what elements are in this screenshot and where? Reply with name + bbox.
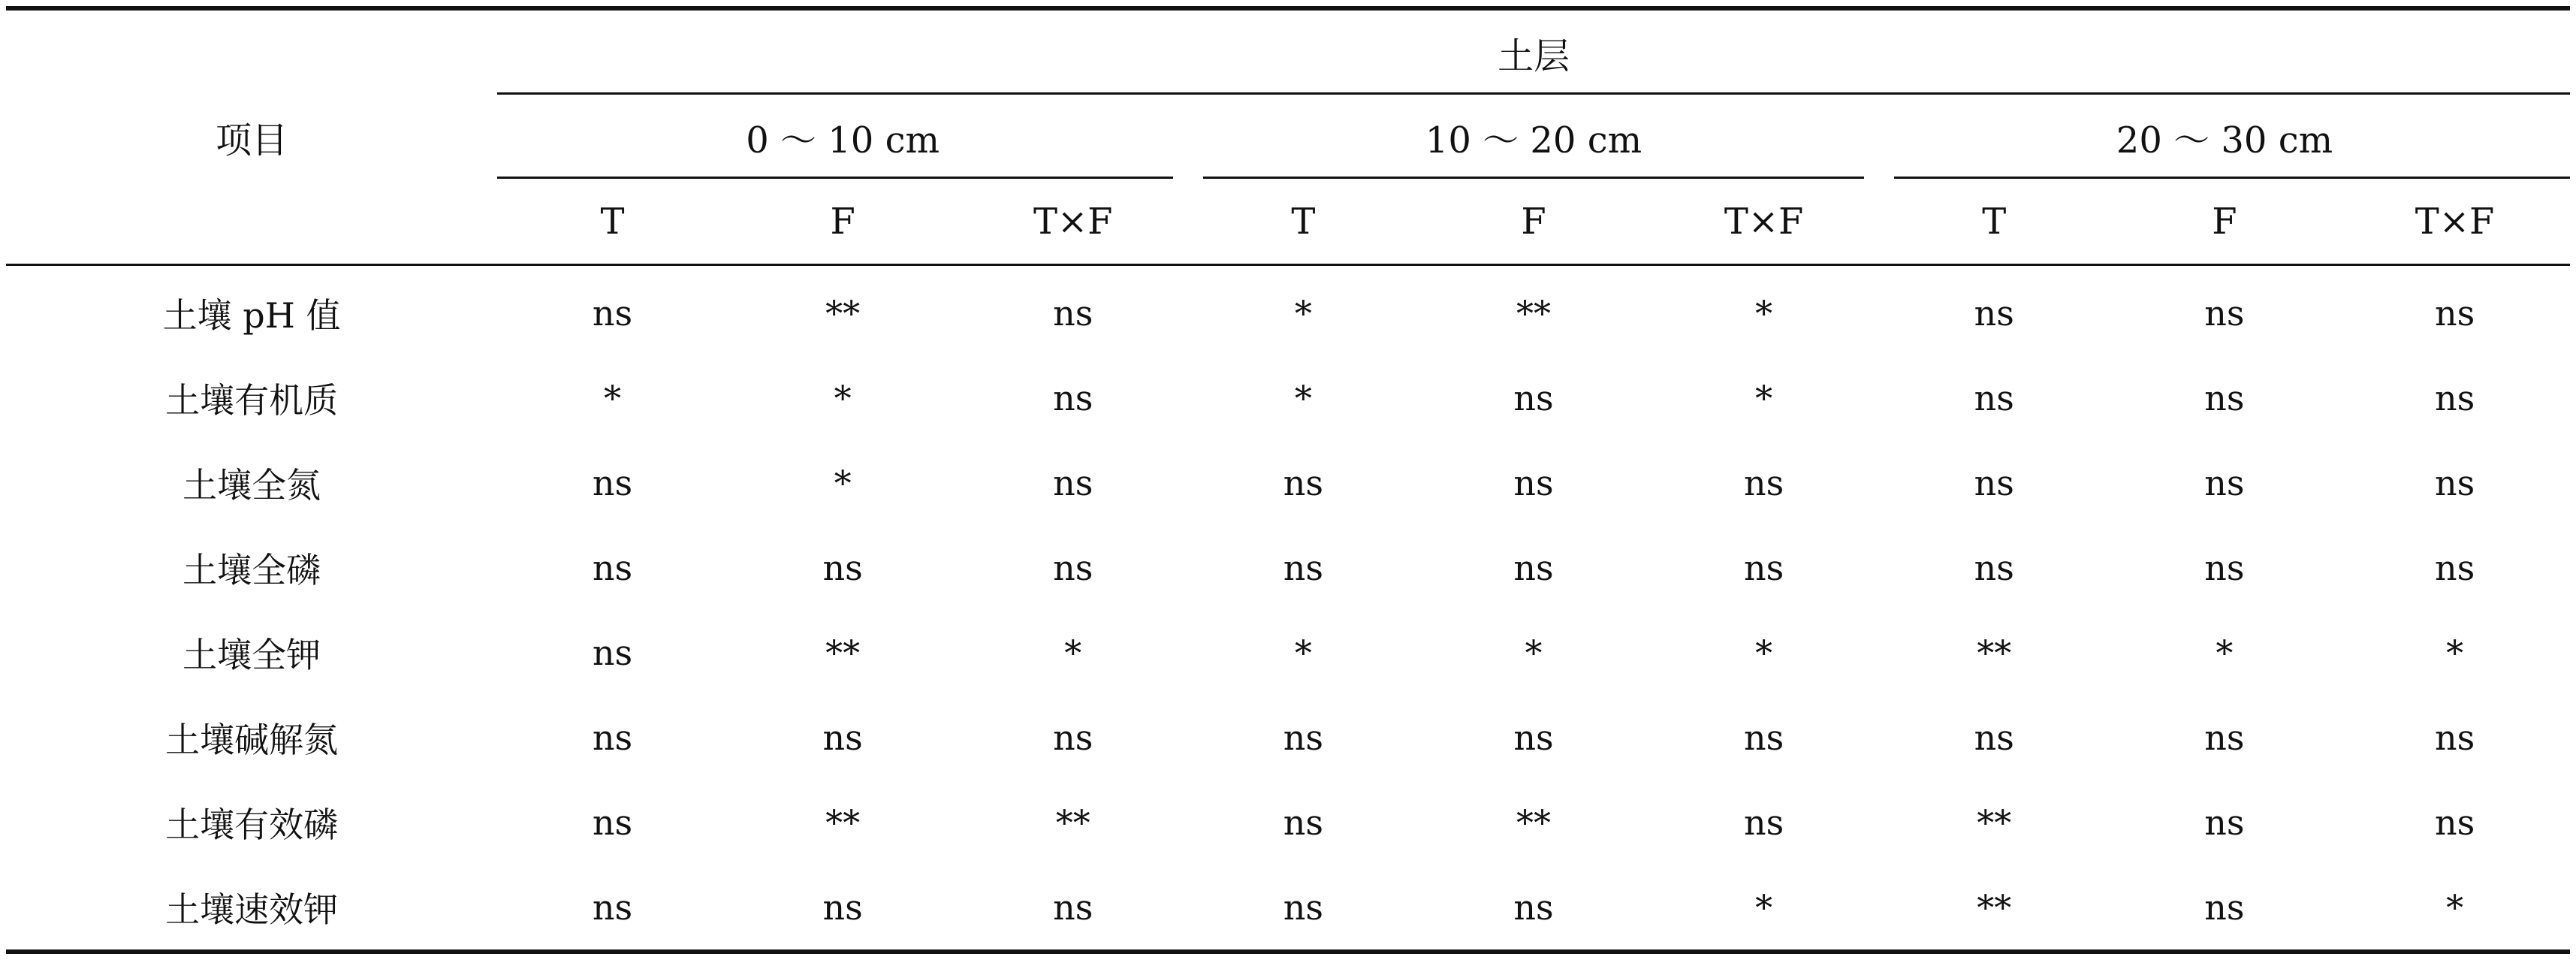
table-cell: ** (1977, 801, 2012, 843)
table-row (6, 695, 2570, 780)
table-cell: ns (1188, 865, 1419, 952)
table-cell: ns (1974, 547, 2014, 588)
table-cell: ns (592, 462, 633, 503)
layer-header: 土层 (497, 8, 2570, 95)
table-cell: ns (2110, 865, 2340, 952)
table-row (6, 610, 2570, 695)
table-row (6, 525, 2570, 610)
table-cell: * (1064, 632, 1082, 673)
table-cell: * (2446, 632, 2464, 673)
table-cell: * (1294, 632, 1312, 673)
table-cell: * (2339, 865, 2570, 952)
row-label: 土壤速效钾 (6, 865, 497, 952)
factor-header-txf: T×F (1648, 179, 1879, 265)
table-cell: ns (1419, 865, 1649, 952)
table-cell: ns (1283, 717, 1323, 758)
table-cell: * (834, 377, 852, 418)
table-cell: ns (1283, 462, 1323, 503)
table-cell: ns (1974, 462, 2014, 503)
factor-header-t: T (1879, 179, 2110, 265)
factor-header-f: F (2110, 179, 2340, 265)
table-cell: * (1525, 632, 1543, 673)
row-label: 土壤全氮 (182, 464, 321, 506)
table-cell: ns (1743, 547, 1784, 588)
table-cell: ns (592, 717, 633, 758)
row-label: 土壤有效磷 (165, 804, 339, 845)
table-cell: * (603, 377, 621, 418)
factor-header-txf: T×F (2339, 179, 2570, 265)
table-cell: ns (728, 865, 958, 952)
factor-header-t: T (497, 179, 728, 265)
table-cell: ns (592, 801, 633, 843)
table-cell: ns (2434, 547, 2475, 588)
table-cell: ns (592, 547, 633, 588)
table-header (6, 8, 2570, 265)
table-cell: ns (2434, 292, 2475, 334)
row-label: 土壤全磷 (182, 549, 321, 590)
table-cell: ns (822, 717, 863, 758)
table-cell: ns (2204, 547, 2245, 588)
table-cell: ns (822, 547, 863, 588)
table-cell: * (1294, 377, 1312, 418)
table-cell: ns (1283, 547, 1323, 588)
table-cell: ns (2204, 801, 2245, 843)
table-cell: * (1755, 632, 1773, 673)
table-cell: ns (2434, 717, 2475, 758)
table-cell: ns (1283, 801, 1323, 843)
table-cell: ns (2434, 462, 2475, 503)
table-cell: ** (1055, 801, 1090, 843)
table-cell: * (1294, 292, 1312, 334)
table-cell: ** (1516, 292, 1551, 334)
table-cell: ** (825, 632, 861, 673)
table-cell: ns (1053, 547, 1093, 588)
table-cell: ** (1977, 632, 2012, 673)
table-cell: ns (1743, 462, 1784, 503)
table-cell: ns (1974, 717, 2014, 758)
factor-header-txf: T×F (958, 179, 1188, 265)
table-row (6, 865, 2570, 952)
row-label: 土壤有机质 (165, 379, 339, 421)
table-cell: ns (1513, 547, 1554, 588)
table-cell: ns (2204, 717, 2245, 758)
factor-header-f: F (1419, 179, 1649, 265)
table-cell: ns (1743, 717, 1784, 758)
row-label: 土壤 pH 值 (162, 294, 341, 336)
table-cell: ns (1513, 462, 1554, 503)
table-cell: ** (1516, 801, 1551, 843)
header-row-layer (6, 8, 2570, 95)
table-cell: ** (1879, 865, 2110, 952)
table-cell: ns (1513, 717, 1554, 758)
item-header: 项目 (6, 8, 497, 265)
table-cell: ns (592, 632, 633, 673)
table-row (6, 265, 2570, 356)
table-cell: ns (497, 865, 728, 952)
table-cell: ns (2204, 292, 2245, 334)
table-cell: ns (1513, 377, 1554, 418)
table-cell: ns (2204, 462, 2245, 503)
table-cell: ns (1053, 292, 1093, 334)
table-cell: * (1755, 377, 1773, 418)
depth-header-20-30: 20 ～ 30 cm (1879, 95, 2570, 179)
table-cell: ns (1743, 801, 1784, 843)
table-cell: ns (1053, 717, 1093, 758)
table-cell: ** (825, 801, 861, 843)
factor-header-t: T (1188, 179, 1419, 265)
table-cell: ns (1053, 462, 1093, 503)
significance-table (6, 6, 2570, 954)
table-cell: * (834, 462, 852, 503)
row-label: 土壤碱解氮 (165, 719, 339, 760)
table-body (6, 265, 2570, 952)
table-cell: ns (1974, 292, 2014, 334)
table-cell: * (1755, 292, 1773, 334)
table-cell: ns (958, 865, 1188, 952)
row-label: 土壤全钾 (182, 634, 321, 675)
table-row (6, 780, 2570, 865)
table-row (6, 440, 2570, 525)
table-cell: ns (592, 292, 633, 334)
table-row (6, 355, 2570, 440)
table-cell: ns (1974, 377, 2014, 418)
table-cell: * (2216, 632, 2234, 673)
table-cell: ** (825, 292, 861, 334)
table-cell: ns (1053, 377, 1093, 418)
depth-header-10-20: 10 ～ 20 cm (1188, 95, 1879, 179)
factor-header-f: F (728, 179, 958, 265)
depth-header-0-10: 0 ～ 10 cm (497, 95, 1188, 179)
table-cell: ns (2204, 377, 2245, 418)
table-cell: * (1648, 865, 1879, 952)
table-cell: ns (2434, 377, 2475, 418)
table-cell: ns (2434, 801, 2475, 843)
